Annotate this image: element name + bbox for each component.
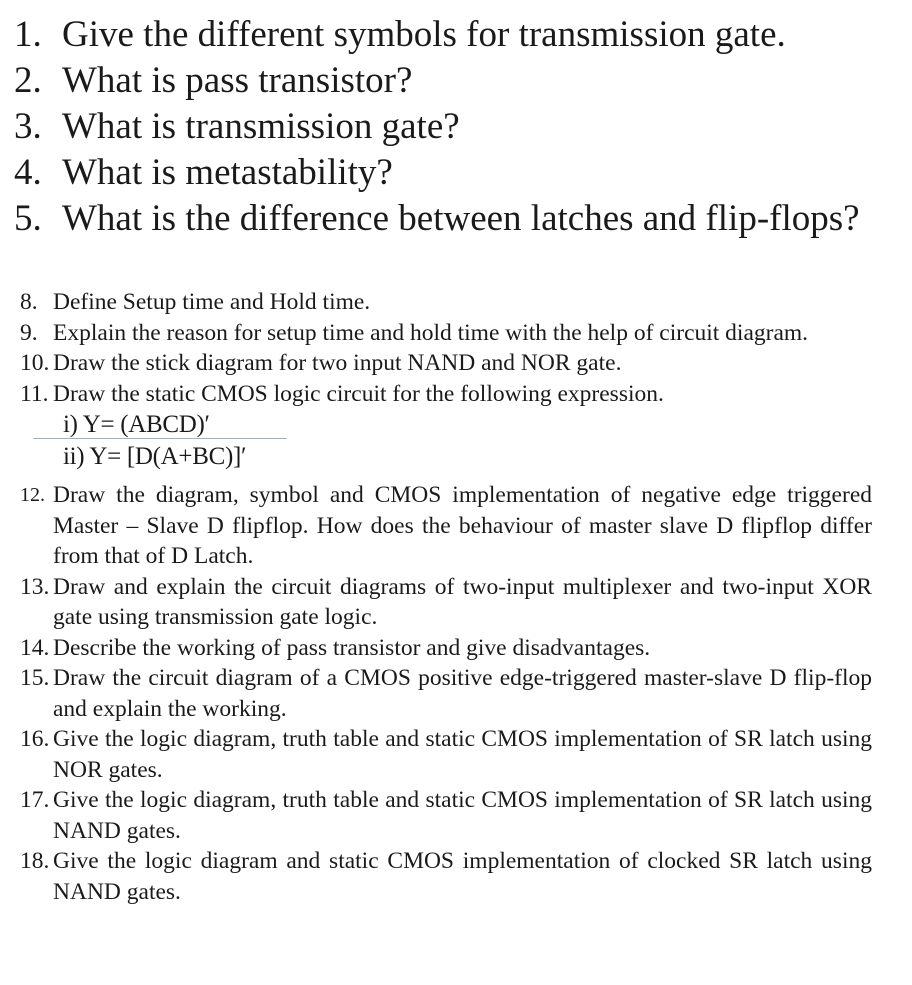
question-number: 13. [20,573,50,600]
question-15 [20,663,872,724]
question-11 [20,379,872,410]
question-number: 14. [20,634,50,661]
main-question-5 [14,196,904,242]
main-question-4 [14,150,904,196]
question-17 [20,785,872,846]
question-13 [20,572,872,633]
question-number: 16. [20,726,50,752]
question-number: 4. [14,152,42,193]
question-8 [20,287,872,318]
question-number: 5. [14,198,42,239]
question-text: Give the logic diagram, truth table and static CMOS implementation of SR latch using NAND gates. [53,787,872,844]
question-text: Explain the reason for setup time and hold time with the help of circuit diagram. [53,319,809,346]
question-text: Draw the stick diagram for two input NAND and NOR gate. [53,350,622,376]
expression-text: i) Y= (ABCD)′ [63,411,210,438]
question-16 [20,724,872,785]
question-number: 9. [20,319,38,346]
question-text: Draw and explain the circuit diagrams of two-input multiplexer and two-input XOR gate using transmission gate logic. [53,573,872,630]
question-number: 1. [14,14,42,55]
question-text: Draw the circuit diagram of a CMOS positive edge-triggered master-slave D flip-flop and explain the working. [53,665,872,722]
question-number: 10. [20,350,50,376]
expression-2 [20,441,872,473]
question-number: 12. [20,484,45,506]
main-question-2 [14,58,904,104]
question-number: 2. [14,60,42,101]
question-number: 17. [20,787,50,813]
question-text: What is the difference between latches and flip-flops? [62,198,860,239]
question-text: Define Setup time and Hold time. [53,289,371,315]
question-number: 8. [20,289,38,315]
question-12 [20,480,872,572]
question-18 [20,846,872,907]
question-number: 3. [14,106,42,147]
main-question-1 [14,12,904,58]
question-list [20,287,872,907]
question-text: What is transmission gate? [62,106,460,147]
expression-1 [20,409,872,441]
question-14 [20,633,872,664]
expression-text: ii) Y= [D(A+BC)]′ [63,443,247,470]
question-text: Give the different symbols for transmission gate. [62,14,786,55]
question-9 [20,318,872,349]
question-text: Give the logic diagram, truth table and static CMOS implementation of SR latch using NOR gates. [53,726,872,783]
main-question-3 [14,104,904,150]
main-question-list [14,12,904,242]
question-text: Draw the static CMOS logic circuit for the following expression. [53,380,664,407]
question-text: What is pass transistor? [62,60,413,101]
question-text: Give the logic diagram and static CMOS implementation of clocked SR latch using NAND gates. [53,848,872,905]
question-number: 18. [20,848,50,874]
question-text: What is metastability? [62,152,393,193]
question-text: Describe the working of pass transistor and give disadvantages. [53,634,651,661]
question-number: 15. [20,665,50,691]
question-10 [20,348,872,379]
question-number: 11. [20,380,49,407]
question-text: Draw the diagram, symbol and CMOS implementation of negative edge triggered Master – Slave D flipflop. How does the behaviour of master slave D flipflop differ from that of D Latch. [53,482,872,569]
